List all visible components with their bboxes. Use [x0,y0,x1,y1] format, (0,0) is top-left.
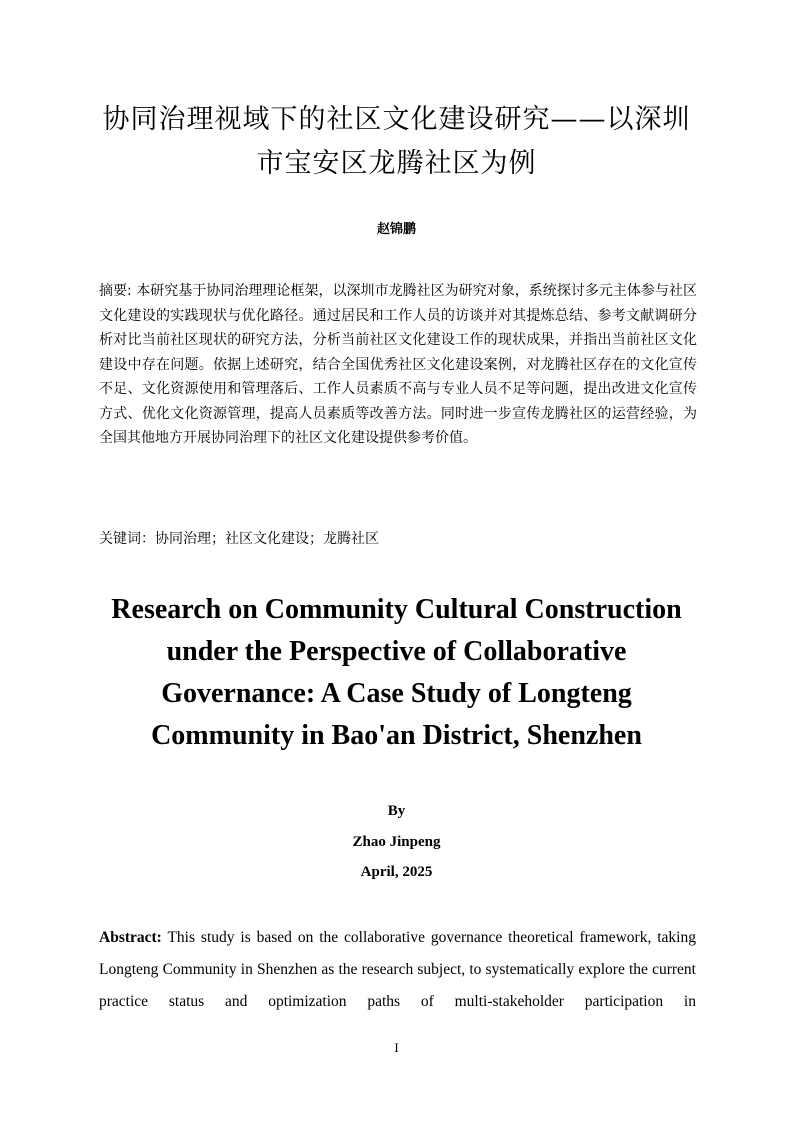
chinese-abstract [99,279,697,451]
english-date: April, 2025 [360,864,433,880]
chinese-abstract-text: 本研究基于协同治理理论框架，以深圳市龙腾社区为研究对象，系统探讨多元主体参与社区文化建设的实践现状与优化路径。通过居民和工作人员的访谈并对其提炼总结、参考文献调研分析对比当前社区现状的研究方法，分析当前社区文化建设工作的现状成果，并指出当前社区文化建设中存在问题。依据上述研究，结合全国优秀社区文化建设案例，对龙腾社区存在的文化宣传不足、文化资源使用和管理落后、工作人员素质不高与专业人员不足等问题，提出改进文化宣传方式、优化文化资源管理，提高人员素质等改善方法。同时进一步宣传龙腾社区的运营经验，为全国其他地方开展协同治理下的社区文化建设提供参考价值。 [99,283,698,446]
chinese-keywords [99,527,697,551]
english-abstract-label: Abstract: [99,929,162,946]
chinese-title: 协同治理视域下的社区文化建设研究——以深圳市宝安区龙腾社区为例 [102,104,691,179]
english-title: Research on Community Cultural Construction under the Perspective of Collaborative Governance: A Case Study of Longteng Community in Bao'an District, Shenzhen [111,594,682,751]
english-author: Zhao Jinpeng [352,834,441,850]
chinese-keywords-text: ：协同治理；社区文化建设；龙腾社区 [141,531,379,547]
page-number: I [394,1040,399,1055]
english-abstract [99,922,696,1018]
chinese-keywords-label: 关键词 [99,531,141,547]
english-abstract-text: This study is based on the collaborative governance theoretical framework, taking Longteng Community in Shenzhen as the research subject, to systematically explore the current practice status and optimization paths of multi-stakeholder participation in [99,929,696,1010]
chinese-abstract-label: 摘要 [99,283,128,299]
chinese-abstract-separator: : [127,283,137,299]
chinese-author: 赵锦鹏 [376,222,416,237]
english-by: By [387,803,406,819]
